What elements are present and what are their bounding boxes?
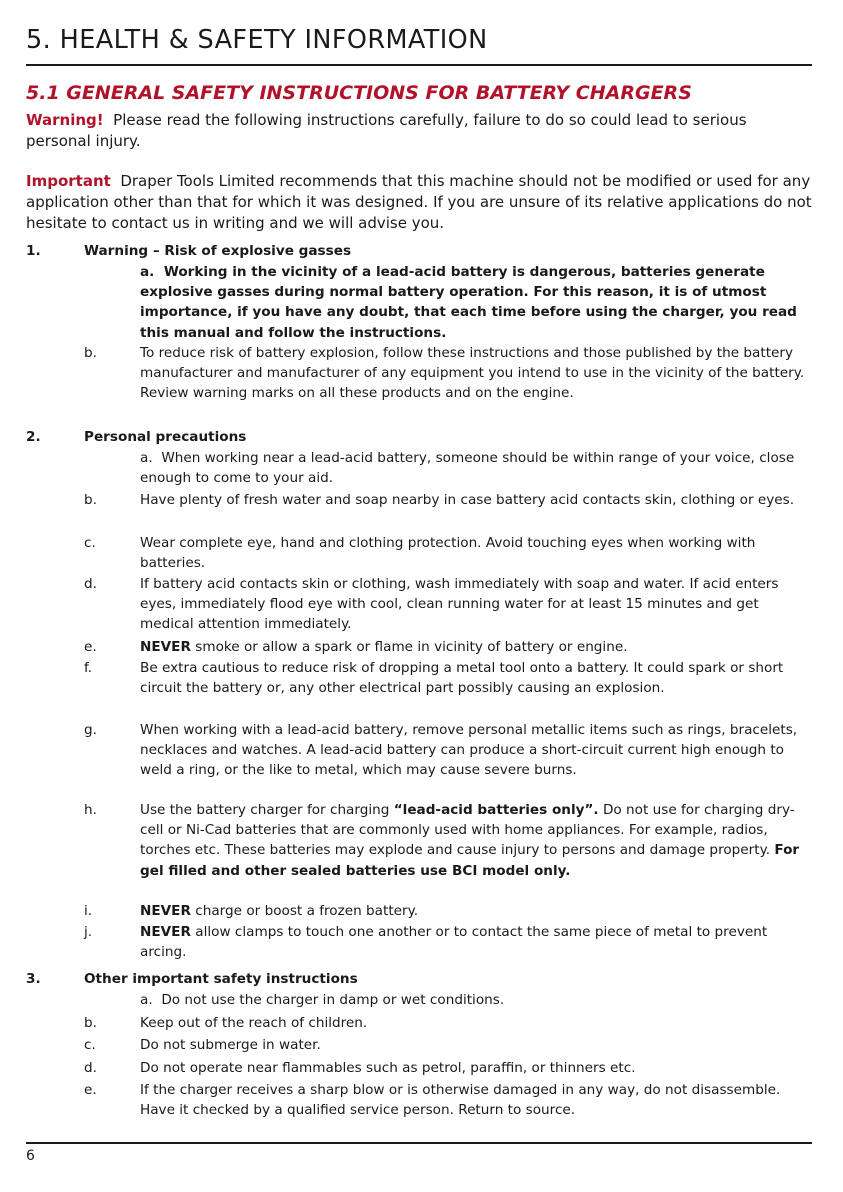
never-label: NEVER [140,903,191,919]
item-letter: b. [84,345,97,361]
item-body: allow clamps to touch one another or to contact the same piece of metal to prevent arcing. [140,924,768,961]
item-letter: a. [140,450,153,466]
item-text [140,637,812,657]
section-title: Other important safety instructions [84,971,358,987]
item-body: Have plenty of fresh water and soap nearby in case battery acid contacts skin, clothing or eyes. [140,492,795,508]
item-body: Keep out of the reach of children. [140,1015,368,1031]
item-emphasis: “lead-acid batteries only”. [393,802,599,818]
item-text [140,990,812,1010]
section-subtitle: 5.1 GENERAL SAFETY INSTRUCTIONS FOR BATTERY CHARGERS [26,82,692,104]
item-body: Be extra cautious to reduce risk of dropping a metal tool onto a battery. It could spark or short circuit the battery or, any other electrical part possibly causing an explosion. [140,660,784,697]
warning-text: Please read the following instructions carefully, failure to do so could lead to serious personal injury. [26,111,747,150]
item-letter: g. [84,722,97,738]
item-body: To reduce risk of battery explosion, follow these instructions and those published by the battery manufacturer and manufacturer of any equipment you intend to use in the vicinity of the battery. Review warning marks on all these products and on the engine. [140,345,805,402]
item-body: Do not operate near flammables such as petrol, paraffin, or thinners etc. [140,1060,636,1076]
item-body: Do not submerge in water. [140,1037,321,1053]
item-text [140,922,812,962]
item-text [140,901,812,921]
item-letter: i. [84,903,93,919]
section-number: 1. [26,243,41,259]
item-text [140,262,812,343]
item-body: Use the battery charger for charging [140,802,390,818]
section-title: Warning – Risk of explosive gasses [84,243,352,259]
item-letter: f. [84,660,93,676]
footer-divider [26,1142,812,1144]
item-body: charge or boost a frozen battery. [195,903,419,919]
item-body: If battery acid contacts skin or clothing, wash immediately with soap and water. If acid enters eyes, immediately flood eye with cool, clean running water for at least 15 minutes and get medical attention immediately. [140,576,779,633]
item-letter: a. [140,992,153,1008]
never-label: NEVER [140,639,191,655]
important-label: Important [26,172,111,190]
warning-label: Warning! [26,111,104,129]
page-title: 5. HEALTH & SAFETY INFORMATION [26,25,488,55]
item-body: When working near a lead-acid battery, someone should be within range of your voice, close enough to come to your aid. [140,450,795,487]
item-letter: h. [84,802,97,818]
item-body: Working in the vicinity of a lead-acid battery is dangerous, batteries generate explosive gasses during normal battery operation. For this reason, it is of utmost importance, if you have any doubt, that each time before using the charger, you read this manual and follow the instructions. [140,264,797,341]
item-body: If the charger receives a sharp blow or is otherwise damaged in any way, do not disassemble. Have it checked by a qualified service person. Return to source. [140,1082,781,1119]
section-number: 3. [26,971,41,987]
item-letter: c. [84,535,96,551]
item-emphasis: For gel filled and other sealed batteries use BCI model only. [140,842,800,879]
warning-paragraph [26,110,816,152]
item-text [140,800,812,881]
item-body: When working with a lead-acid battery, remove personal metallic items such as rings, bracelets, necklaces and watches. A lead-acid battery can produce a short-circuit current high enough to weld a ring, or the like to metal, which may cause severe burns. [140,722,798,779]
section-number: 2. [26,429,41,445]
item-body: smoke or allow a spark or flame in vicinity of battery or engine. [195,639,628,655]
important-text: Draper Tools Limited recommends that this machine should not be modified or used for any application other than that for which it was designed. If you are unsure of its relative applications do not hesitate to contact us in writing and we will advise you. [26,172,812,232]
page-number: 6 [26,1148,35,1164]
item-letter: e. [84,639,97,655]
item-letter: e. [84,1082,97,1098]
item-body: Do not use for charging dry-cell or Ni-Cad batteries that are commonly used with home appliances. For example, radios, torches etc. These batteries may explode and cause injury to persons and damage property. [140,802,795,859]
section-title: Personal precautions [84,429,247,445]
item-body: Wear complete eye, hand and clothing protection. Avoid touching eyes when working with batteries. [140,535,756,572]
item-letter: d. [84,1060,97,1076]
item-letter: b. [84,492,97,508]
item-letter: j. [84,924,93,940]
item-text [140,448,812,488]
item-letter: a. [140,264,155,280]
item-body: Do not use the charger in damp or wet conditions. [161,992,505,1008]
item-letter: d. [84,576,97,592]
item-letter: c. [84,1037,96,1053]
important-paragraph [26,171,816,234]
never-label: NEVER [140,924,191,940]
item-letter: b. [84,1015,97,1031]
header-divider [26,64,812,66]
